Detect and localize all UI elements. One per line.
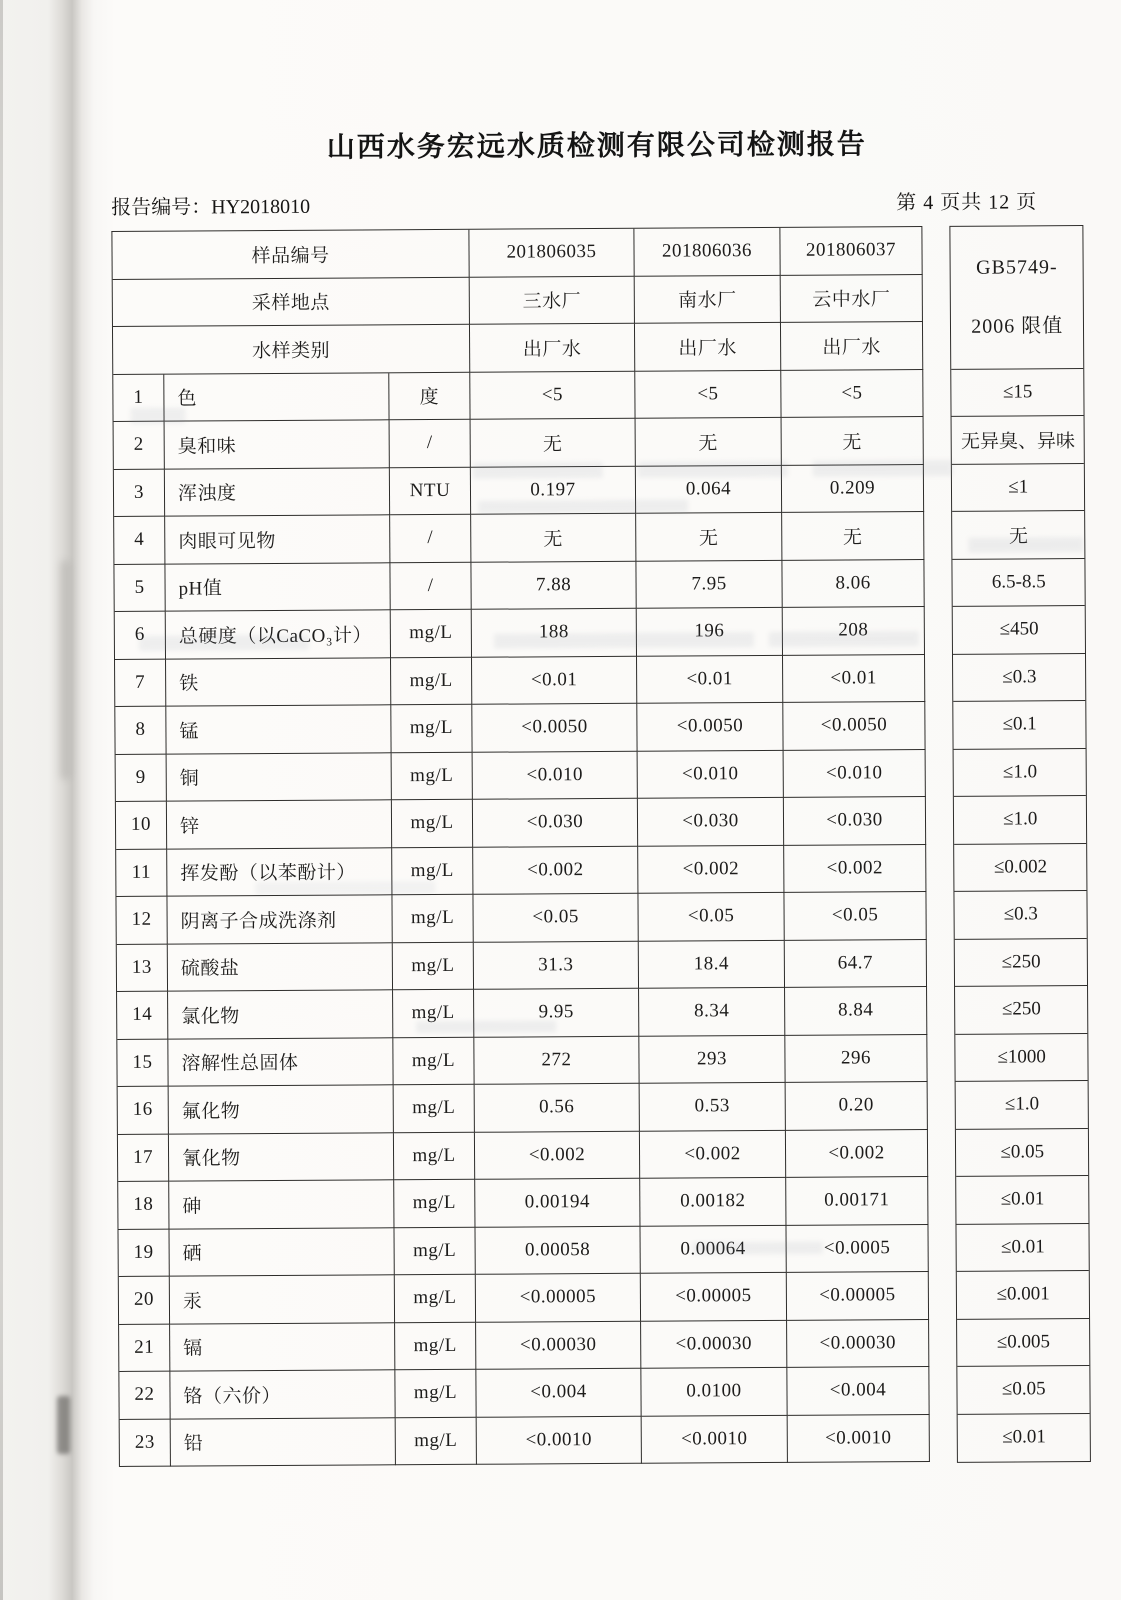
sample2-value: <0.0050 [637,703,783,751]
limit-value: ≤1000 [956,1034,1088,1082]
parameter-unit: mg/L [394,1132,475,1180]
sample2-value: <0.05 [638,893,784,941]
report-meta-row [111,185,1083,220]
parameter-unit: / [390,515,471,563]
limit-value: 无异臭、异味 [952,416,1084,464]
sample2-value: 8.34 [639,988,785,1036]
page-fold-shadow [60,560,70,780]
parameter-unit: mg/L [396,1417,477,1465]
sampling-site: 南水厂 [635,275,781,323]
limit-value: ≤0.01 [1002,1426,1046,1448]
sample-id: 201806036 [634,228,780,276]
sample3-value: 208 [783,607,925,655]
limit-standard-line1: GB5749- [976,256,1058,279]
sample3-value: 0.209 [782,465,924,513]
parameter-name: 硒 [169,1228,394,1277]
scan-edge-artifact [0,0,3,1600]
sample2-value: 0.064 [636,465,782,513]
sample3-value: 296 [785,1035,927,1083]
sample2-value: 0.00182 [640,1178,786,1226]
limit-value: ≤1 [952,464,1084,512]
parameter-unit: mg/L [394,1180,475,1228]
sampling-site: 云中水厂 [781,275,923,323]
limit-value: ≤15 [952,369,1084,417]
sample2-value: 7.95 [636,560,782,608]
sample2-value: 无 [636,418,782,466]
sample2-value: 18.4 [639,940,785,988]
parameter-name: 铅 [171,1418,396,1467]
sample1-value: <0.0050 [472,704,637,753]
parameter-name: 锌 [167,800,392,849]
parameter-name: 氰化物 [169,1133,394,1182]
parameter-unit: mg/L [393,1037,474,1085]
parameter-name: 溶解性总固体 [168,1038,393,1087]
parameter-name: 氯化物 [168,990,393,1039]
sample3-value: <0.0050 [783,702,925,750]
limit-value: ≤450 [953,606,1085,654]
parameter-unit: / [390,420,471,468]
limit-value: ≤0.05 [958,1366,1090,1414]
row-number: 13 [117,944,168,992]
header-site-label: 采样地点 [113,277,470,327]
sampling-site: 三水厂 [470,276,635,325]
sample1-value: <5 [470,371,635,420]
parameter-unit: mg/L [392,847,473,895]
sample3-value: 0.00171 [786,1177,928,1225]
sample3-value: 0.20 [786,1082,928,1130]
parameter-unit: mg/L [395,1275,476,1323]
limit-value: ≤0.005 [958,1319,1090,1367]
sample2-value: 0.53 [640,1083,786,1131]
sample2-value: 0.00064 [640,1225,786,1273]
row-number: 17 [118,1134,169,1182]
parameter-name: 挥发酚（以苯酚计） [167,848,392,897]
sample3-value: <0.002 [784,845,926,893]
sample1-value: 272 [474,1036,639,1085]
sample3-value: 8.06 [782,560,924,608]
parameter-name: 总硬度（以CaCO₃计） [166,610,391,659]
limit-value: ≤250 [956,986,1088,1034]
sample2-value: 无 [636,513,782,561]
sample2-value: <0.00005 [641,1273,787,1321]
row-number: 7 [115,659,166,707]
sample1-value: 0.56 [475,1084,640,1133]
limit-value: ≤1.0 [954,796,1086,844]
parameter-name: 铜 [167,753,392,802]
sample1-value: <0.00005 [476,1274,641,1323]
sample3-value: 无 [782,512,924,560]
sample3-value: <5 [781,370,923,418]
row-number: 20 [119,1277,170,1325]
parameter-unit: 度 [389,372,470,420]
limit-value: ≤0.3 [953,654,1085,702]
parameter-name: 色 [164,373,389,422]
sample2-value: <0.0010 [642,1415,788,1463]
sample2-value: <0.01 [637,655,783,703]
row-number: 9 [116,754,167,802]
parameter-name: 铁 [166,658,391,707]
parameter-unit: mg/L [391,657,472,705]
parameter-name: 肉眼可见物 [165,515,390,564]
sample2-value: 196 [637,608,783,656]
parameter-unit: mg/L [392,895,473,943]
sample1-value: 无 [471,514,636,563]
water-type: 出厂水 [781,322,923,370]
parameter-name: 铬（六价） [170,1370,395,1419]
sample2-value: 0.0100 [641,1368,787,1416]
row-number: 16 [118,1087,169,1135]
sample3-value: <0.0005 [786,1225,928,1273]
row-number: 11 [116,849,167,897]
sample3-value: <0.00030 [787,1320,929,1368]
sample2-value: <0.030 [638,798,784,846]
sample1-value: <0.004 [476,1369,641,1418]
results-table [111,226,930,1467]
parameter-unit: mg/L [392,800,473,848]
parameter-unit: mg/L [391,610,472,658]
limit-value: ≤0.3 [955,891,1087,939]
sample1-value: <0.002 [473,846,638,895]
parameter-name: 汞 [170,1275,395,1324]
limit-value: 无 [953,511,1085,559]
parameter-name: 锰 [166,705,391,754]
sample2-value: <0.00030 [641,1320,787,1368]
header-type-label: 水样类别 [113,325,470,375]
sample1-value: 0.00194 [475,1179,640,1228]
header-sample-id-label: 样品编号 [112,230,469,280]
row-number: 23 [120,1419,171,1467]
row-number: 4 [114,517,165,565]
parameter-name: 砷 [169,1180,394,1229]
limit-column [950,225,1091,1463]
sample1-value: <0.002 [475,1131,640,1180]
limit-value: ≤0.1 [954,701,1086,749]
parameter-name: 臭和味 [165,420,390,469]
row-number: 2 [114,422,165,470]
sample1-value: <0.0010 [477,1416,642,1465]
parameter-unit: mg/L [393,990,474,1038]
row-number: 1 [113,374,164,422]
sample2-value: 293 [639,1035,785,1083]
sample1-value: <0.00030 [476,1321,641,1370]
document-content [110,0,1091,1468]
sample3-value: 无 [782,417,924,465]
sample1-value: <0.05 [473,894,638,943]
parameter-unit: mg/L [391,705,472,753]
limit-column-header [951,226,1083,369]
water-type: 出厂水 [470,324,635,373]
parameter-name: 氟化物 [169,1085,394,1134]
row-number: 22 [119,1372,170,1420]
sample1-value: 0.197 [471,466,636,515]
sample3-value: <0.0010 [788,1415,930,1463]
limit-value: ≤0.05 [956,1129,1088,1177]
sample1-value: <0.010 [473,751,638,800]
parameter-unit: mg/L [395,1322,476,1370]
parameter-unit: mg/L [394,1085,475,1133]
sample1-value: 0.00058 [475,1226,640,1275]
sample2-value: <0.002 [640,1130,786,1178]
sample1-value: <0.030 [473,799,638,848]
limit-value: ≤0.001 [957,1271,1089,1319]
limit-value: ≤0.002 [955,844,1087,892]
parameter-unit: / [390,562,471,610]
limit-value: ≤250 [955,939,1087,987]
parameter-name: 浑浊度 [165,468,390,517]
parameter-unit: mg/L [395,1370,476,1418]
sample1-value: 31.3 [474,941,639,990]
row-number: 3 [114,469,165,517]
parameter-unit: mg/L [392,752,473,800]
limit-value: ≤0.01 [957,1224,1089,1272]
sample3-value: 64.7 [785,940,927,988]
limit-value: 6.5-8.5 [953,559,1085,607]
water-type: 出厂水 [635,323,781,371]
parameter-unit: mg/L [393,942,474,990]
sample3-value: <0.010 [784,750,926,798]
report-number: 报告编号：HY2018010 [111,195,311,219]
sample-id: 201806037 [780,227,922,275]
parameter-name: pH值 [165,563,390,612]
sample2-value: <0.010 [638,750,784,798]
sample2-value: <0.002 [638,845,784,893]
sample-id: 201806035 [469,229,634,278]
sample2-value: <5 [635,370,781,418]
parameter-name: 硫酸盐 [168,943,393,992]
parameter-name: 镉 [170,1323,395,1372]
page-indicator: 第 4 页共 12 页 [896,191,1038,215]
sample3-value: <0.002 [786,1130,928,1178]
limit-value: ≤1.0 [956,1081,1088,1129]
page-fold-shadow-dark [57,1396,70,1454]
limit-value: ≤1.0 [954,749,1086,797]
parameter-unit: mg/L [394,1227,475,1275]
sample1-value: <0.01 [472,656,637,705]
sample1-value: 7.88 [471,561,636,610]
row-number: 19 [118,1229,169,1277]
row-number: 10 [116,802,167,850]
row-number: 18 [118,1182,169,1230]
report-title: 山西水务宏远水质检测有限公司检测报告 [326,128,867,163]
parameter-unit: NTU [390,467,471,515]
limit-value: ≤0.01 [957,1176,1089,1224]
row-number: 5 [114,564,165,612]
row-number: 15 [117,1039,168,1087]
row-number: 8 [115,707,166,755]
results-table-wrapper [111,225,1091,1468]
limit-standard-line2: 2006 限值 [971,314,1064,338]
sample3-value: <0.030 [784,797,926,845]
sample1-value: 无 [471,419,636,468]
sample3-value: <0.00005 [787,1272,929,1320]
sample3-value: <0.05 [784,892,926,940]
row-number: 14 [117,992,168,1040]
sample3-value: <0.004 [787,1367,929,1415]
row-number: 6 [115,612,166,660]
sample1-value: 9.95 [474,989,639,1038]
row-number: 21 [119,1324,170,1372]
sample1-value: 188 [472,609,637,658]
sample3-value: <0.01 [783,655,925,703]
row-number: 12 [116,897,167,945]
parameter-name: 阴离子合成洗涤剂 [167,895,392,944]
sample3-value: 8.84 [785,987,927,1035]
